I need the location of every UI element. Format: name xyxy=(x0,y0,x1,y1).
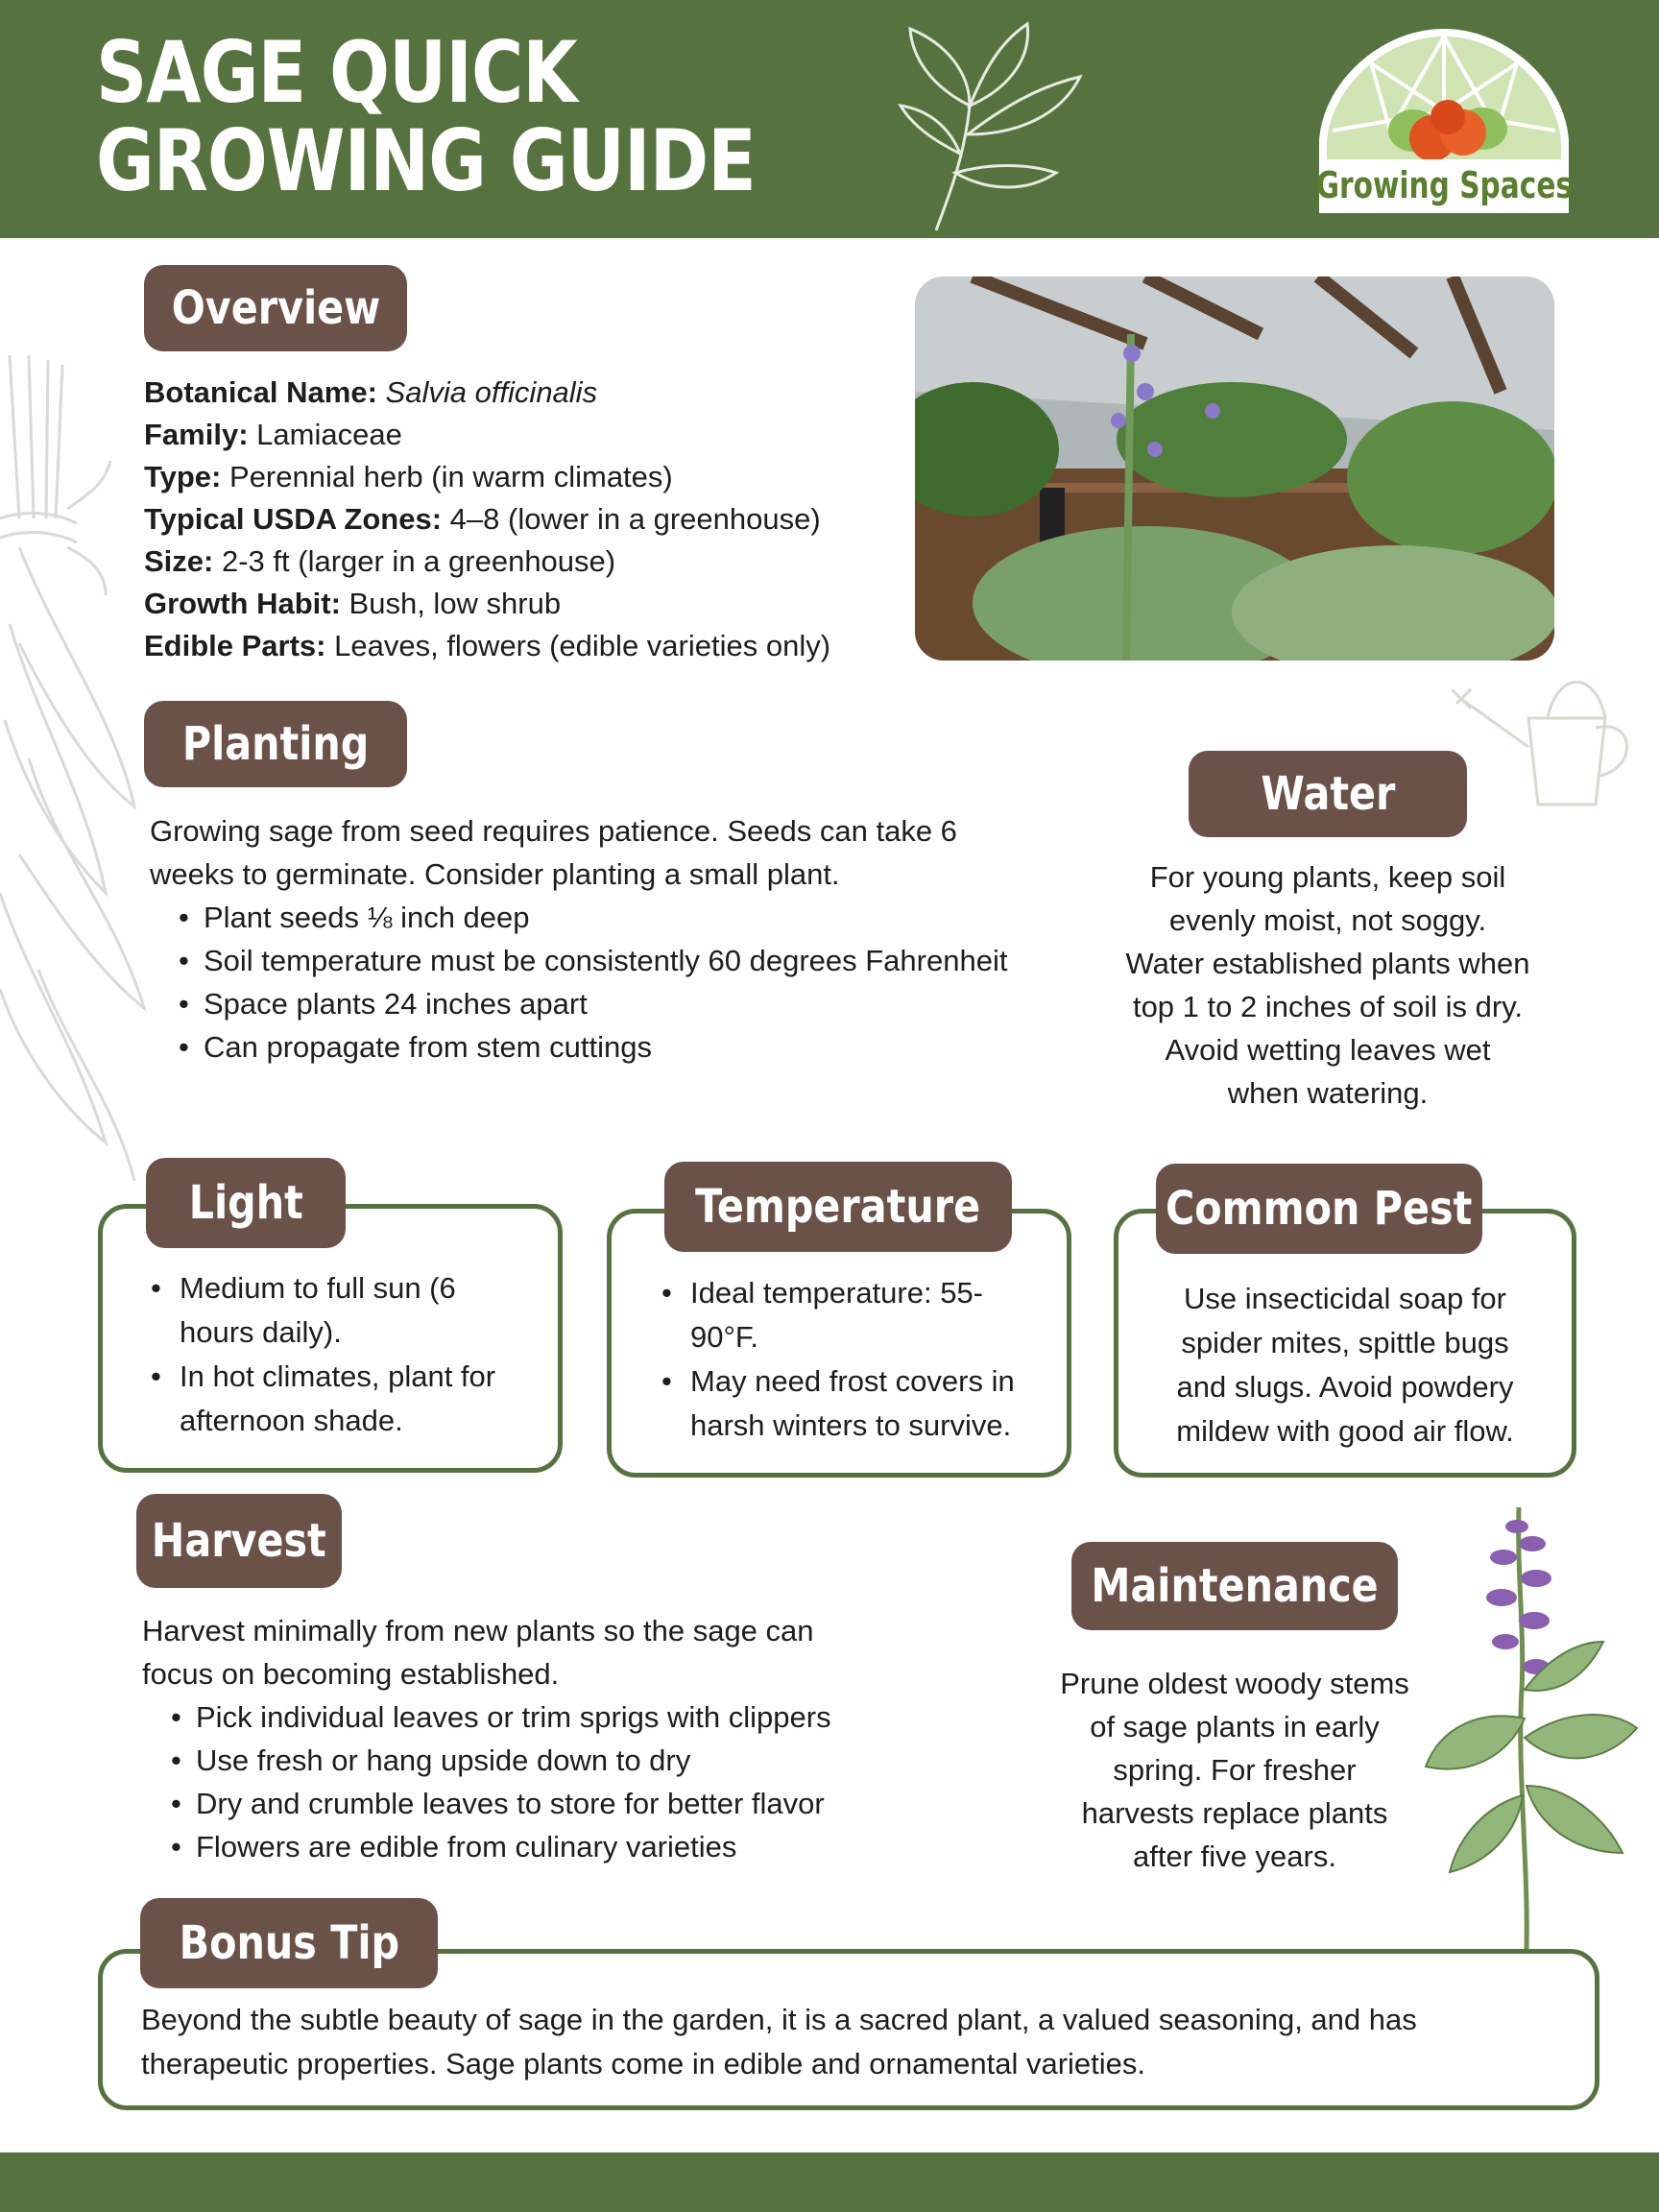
bonus-tip-line: Beyond the subtle beauty of sage in the garden, it is a sacred plant, a valued seasoning, and has xyxy=(141,2003,1417,2036)
bonus-tip-text xyxy=(141,1998,1417,2086)
harvest-intro-line: focus on becoming established. xyxy=(142,1657,560,1691)
planting-heading: Planting xyxy=(144,701,407,787)
planting-content xyxy=(150,809,1007,1069)
overview-heading: Overview xyxy=(144,265,407,351)
list-item: • Plant seeds ⅛ inch deep xyxy=(150,896,1007,939)
maintenance-heading: Maintenance xyxy=(1071,1542,1398,1630)
water-line: Water established plants when xyxy=(1125,947,1530,980)
list-item: • Soil temperature must be consistently 60 degrees Fahrenheit xyxy=(150,939,1007,982)
temperature-heading: Temperature xyxy=(664,1162,1012,1252)
overview-row: Typical USDA Zones: 4–8 (lower in a greenhouse) xyxy=(144,502,821,536)
water-heading: Water xyxy=(1189,751,1467,837)
pest-line: Use insecticidal soap for xyxy=(1184,1282,1506,1315)
overview-row: Edible Parts: Leaves, flowers (edible varieties only) xyxy=(144,629,831,662)
pest-content xyxy=(1118,1277,1572,1454)
list-item: • Pick individual leaves or trim sprigs with clippers xyxy=(142,1695,831,1739)
page-title xyxy=(96,23,881,210)
overview-row: Type: Perennial herb (in warm climates) xyxy=(144,460,673,493)
harvest-heading: Harvest xyxy=(136,1494,342,1588)
temperature-bullet-list xyxy=(658,1271,1042,1448)
pest-line: spider mites, spittle bugs xyxy=(1181,1326,1509,1359)
list-item: • Ideal temperature: 55-90°F. xyxy=(658,1271,1042,1359)
harvest-intro-line: Harvest minimally from new plants so the sage can xyxy=(142,1614,814,1647)
overview-row: Botanical Name: Salvia officinalis xyxy=(144,375,598,409)
list-item: • Can propagate from stem cuttings xyxy=(150,1025,1007,1069)
water-line: when watering. xyxy=(1227,1076,1429,1110)
list-item: • Dry and crumble leaves to store for better flavor xyxy=(142,1782,831,1825)
watering-can-sketch-icon xyxy=(1452,661,1644,814)
list-item: • Use fresh or hang upside down to dry xyxy=(142,1739,831,1782)
water-content xyxy=(1069,855,1587,1115)
common-pest-heading: Common Pest xyxy=(1156,1164,1482,1254)
maintenance-line: after five years. xyxy=(1133,1839,1336,1873)
water-line: For young plants, keep soil xyxy=(1149,860,1506,894)
flowering-sage-illustration xyxy=(1421,1498,1642,1949)
logo-wordmark: Growing Spaces xyxy=(1315,164,1573,206)
overview-row: Size: 2-3 ft (larger in a greenhouse) xyxy=(144,544,616,578)
maintenance-line: spring. For fresher xyxy=(1113,1753,1357,1787)
harvest-content xyxy=(142,1609,831,1868)
water-line: top 1 to 2 inches of soil is dry. xyxy=(1132,990,1524,1023)
pest-line: mildew with good air flow. xyxy=(1176,1414,1514,1448)
bonus-tip-line: therapeutic properties. Sage plants come in edible and ornamental varieties. xyxy=(141,2047,1146,2080)
maintenance-line: harvests replace plants xyxy=(1081,1796,1388,1830)
growing-spaces-logo xyxy=(1313,25,1575,219)
overview-row: Growth Habit: Bush, low shrub xyxy=(144,587,562,620)
sage-greenhouse-photo xyxy=(915,276,1554,661)
pest-line: and slugs. Avoid powdery xyxy=(1176,1370,1514,1404)
list-item: • Space plants 24 inches apart xyxy=(150,982,1007,1025)
list-item: • Flowers are edible from culinary varieties xyxy=(142,1825,831,1868)
list-item: • Medium to full sun (6 hours daily). xyxy=(147,1266,531,1355)
overview-row: Family: Lamiaceae xyxy=(144,418,402,451)
harvest-bullet-list xyxy=(142,1695,831,1868)
title-line-2: GROWING GUIDE xyxy=(96,111,756,210)
maintenance-line: Prune oldest woody stems xyxy=(1060,1667,1409,1700)
footer-bar xyxy=(0,2152,1659,2212)
list-item: • In hot climates, plant for afternoon shade. xyxy=(147,1355,531,1443)
overview-details xyxy=(144,372,830,667)
planting-intro-line: Growing sage from seed requires patience. Seeds can take 6 xyxy=(150,814,957,848)
maintenance-line: of sage plants in early xyxy=(1090,1710,1380,1743)
list-item: • May need frost covers in harsh winters to survive. xyxy=(658,1359,1042,1448)
dried-sage-bundle-sketch xyxy=(0,355,154,1200)
sage-sprig-sketch-illustration xyxy=(893,19,1085,235)
light-heading: Light xyxy=(146,1158,346,1248)
planting-intro-line: weeks to germinate. Consider planting a small plant. xyxy=(150,857,840,891)
title-line-1: SAGE QUICK xyxy=(96,23,577,122)
bonus-tip-heading: Bonus Tip xyxy=(140,1898,438,1988)
water-line: Avoid wetting leaves wet xyxy=(1165,1033,1491,1067)
maintenance-content xyxy=(1006,1662,1463,1878)
planting-bullet-list xyxy=(150,896,1007,1069)
light-bullet-list xyxy=(147,1266,531,1443)
water-line: evenly moist, not soggy. xyxy=(1168,903,1487,937)
